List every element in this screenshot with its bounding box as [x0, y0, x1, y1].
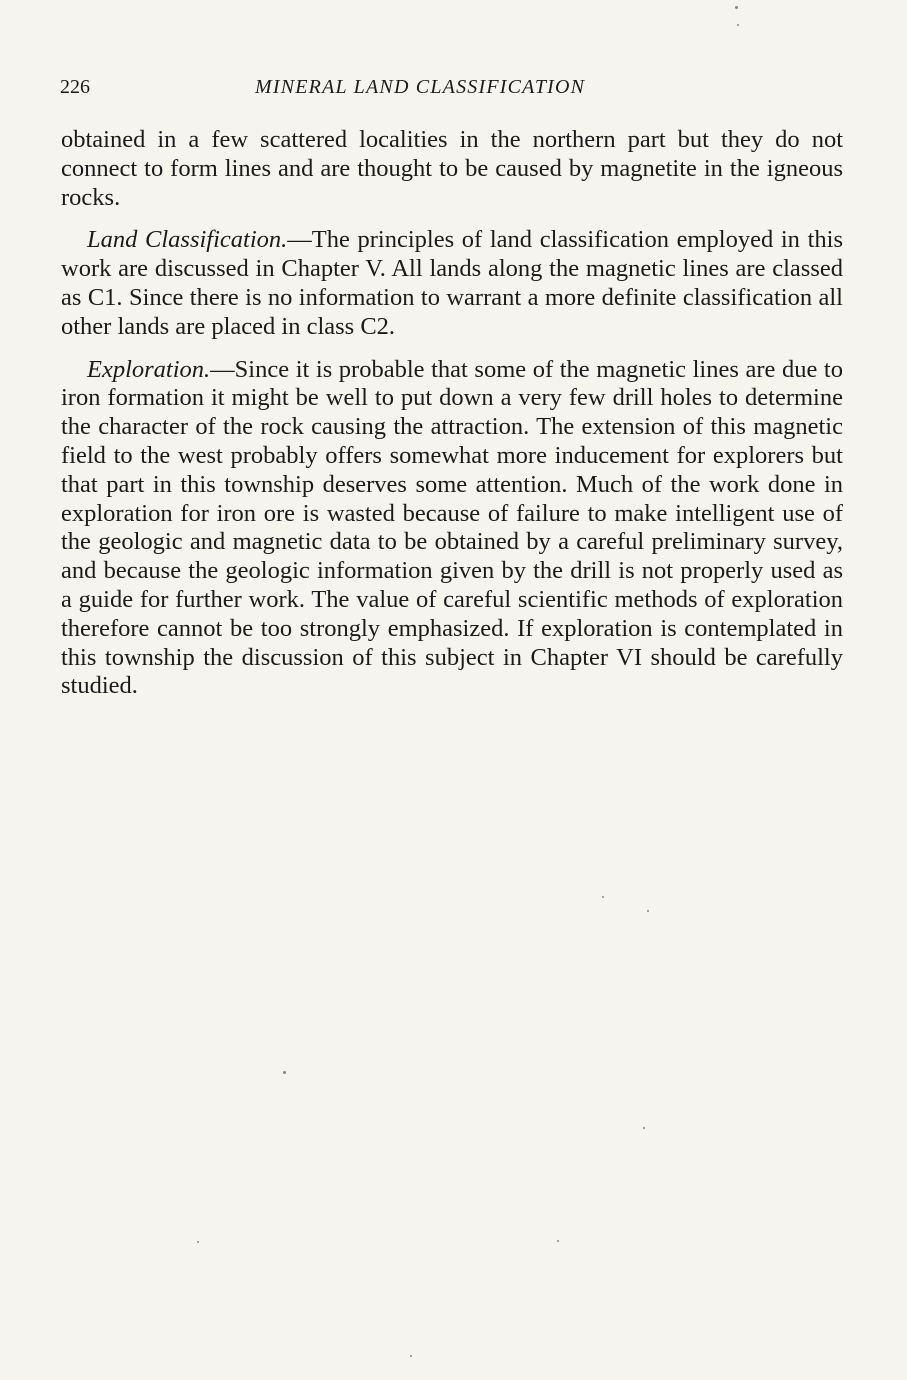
paragraph-land-classification — [61, 226, 843, 341]
section-heading-exploration: Exploration. — [87, 355, 211, 383]
scan-speck — [737, 24, 739, 26]
scan-speck — [197, 1241, 199, 1243]
scan-speck — [647, 910, 649, 912]
scan-speck — [557, 1240, 559, 1242]
running-head — [60, 73, 840, 103]
paragraph-continuation — [61, 126, 843, 212]
paragraph-exploration — [61, 356, 843, 702]
scan-speck — [735, 6, 738, 9]
paragraph-text: —The principles of land classification employed in this work are discussed in Chapter V. All lands along the magnetic lines are classed as C1. Since there is no information to warrant a more definite classification all other lands are placed in class C2. — [61, 226, 843, 340]
scan-speck — [643, 1127, 645, 1129]
scan-speck — [602, 896, 604, 898]
scan-speck — [410, 1355, 412, 1357]
running-title: MINERAL LAND CLASSIFICATION — [255, 76, 586, 98]
scan-speck — [283, 1071, 286, 1074]
paragraph-text: —Since it is probable that some of the magnetic lines are due to iron formation it might be well to put down a very few drill holes to determine the character of the rock causing the attraction. The extension of this magnetic field to the west probably offers somewhat more inducement for explorers but that part in this township deserves some attention. Much of the work done in exploration for iron ore is wasted because of failure to make intelligent use of the geologic and magnetic data to be obtained by a careful preliminary survey, and because the geologic information given by the drill is not properly used as a guide for further work. The value of careful scientific methods of exploration therefore cannot be too strongly emphasized. If exploration is contemplated in this township the discussion of this subject in Chapter VI should be carefully studied. — [61, 355, 843, 700]
section-heading-land-classification: Land Classification. — [87, 226, 288, 254]
page-number: 226 — [60, 76, 90, 98]
body-text — [61, 126, 843, 701]
paragraph-text: obtained in a few scattered localities in the northern part but they do not connect to form lines and are thought to be caused by magnetite in the igneous rocks. — [61, 126, 843, 211]
